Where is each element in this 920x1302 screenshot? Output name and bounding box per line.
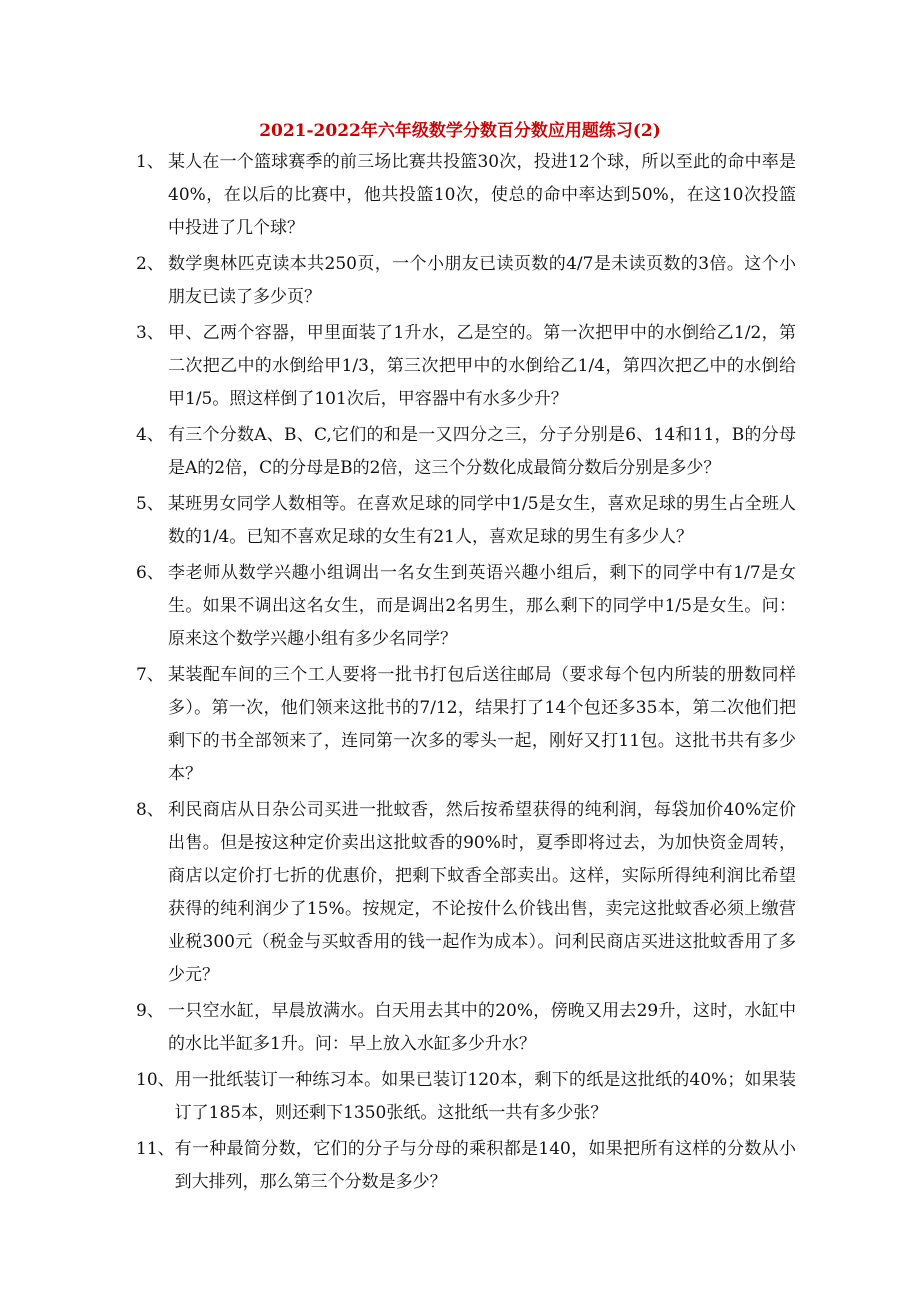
problem-number: 7、 (136, 665, 164, 685)
problem-item (136, 317, 796, 416)
problem-text: 某班男女同学人数相等。在喜欢足球的同学中1/5是女生，喜欢足球的男生占全班人数的1/4。已知不喜欢足球的女生有21人，喜欢足球的男生有多少人？ (168, 494, 796, 547)
problem-text: 数学奥林匹克读本共250页，一个小朋友已读页数的4/7是未读页数的3倍。这个小朋友已读了多少页？ (168, 254, 796, 307)
problem-item (136, 557, 796, 656)
problem-item (136, 1133, 796, 1199)
problem-item (136, 995, 796, 1061)
problem-number: 2、 (136, 254, 164, 274)
problem-text: 某人在一个篮球赛季的前三场比赛共投篮30次，投进12个球，所以至此的命中率是40%，在以后的比赛中，他共投篮10次，使总的命中率达到50%，在这10次投篮中投进了几个球？ (168, 152, 796, 238)
problem-number: 4、 (136, 425, 164, 445)
problem-text: 利民商店从日杂公司买进一批蚊香，然后按希望获得的纯利润，每袋加价40%定价出售。但是按这种定价卖出这批蚊香的90%时，夏季即将过去，为加快资金周转，商店以定价打七折的优惠价，把剩下蚊香全部卖出。这样，实际所得纯利润比希望获得的纯利润少了15%。按规定，不论按什么价钱出售，卖完这批蚊香必须上缴营业税300元（税金与买蚊香用的钱一起作为成本）。问利民商店买进这批蚊香用了多少元？ (168, 800, 796, 985)
problem-number: 11、 (136, 1139, 175, 1159)
page-title: 2021-2022年六年级数学分数百分数应用题练习(2) (259, 121, 661, 141)
problem-text: 有三个分数A、B、C,它们的和是一又四分之三，分子分别是6、14和11，B的分母是A的2倍，C的分母是B的2倍，这三个分数化成最简分数后分别是多少？ (168, 425, 796, 478)
problem-item (136, 659, 796, 791)
problem-text: 李老师从数学兴趣小组调出一名女生到英语兴趣小组后，剩下的同学中有1/7是女生。如果不调出这名女生，而是调出2名男生，那么剩下的同学中1/5是女生。问：原来这个数学兴趣小组有多少名同学？ (168, 563, 796, 649)
problem-number: 9、 (136, 1001, 164, 1021)
problem-number: 10、 (136, 1070, 175, 1090)
problem-number: 5、 (136, 494, 164, 514)
problem-text: 有一种最简分数，它们的分子与分母的乘积都是140，如果把所有这样的分数从小到大排列，那么第三个分数是多少？ (174, 1139, 796, 1192)
problem-item (136, 488, 796, 554)
problem-text: 用一批纸装订一种练习本。如果已装订120本，剩下的纸是这批纸的40%；如果装订了185本，则还剩下1350张纸。这批纸一共有多少张？ (174, 1070, 796, 1123)
problem-number: 6、 (136, 563, 164, 583)
problem-list (136, 146, 796, 1202)
problem-item (136, 419, 796, 485)
problem-item (136, 794, 796, 992)
problem-text: 某装配车间的三个工人要将一批书打包后送往邮局（要求每个包内所装的册数同样多）。第一次，他们领来这批书的7/12，结果打了14个包还多35本，第二次他们把剩下的书全部领来了，连同第一次多的零头一起，刚好又打11包。这批书共有多少本？ (168, 665, 796, 784)
problem-text: 一只空水缸，早晨放满水。白天用去其中的20%，傍晚又用去29升，这时，水缸中的水比半缸多1升。问：早上放入水缸多少升水？ (168, 1001, 796, 1054)
problem-number: 8、 (136, 800, 164, 820)
problem-text: 甲、乙两个容器，甲里面装了1升水，乙是空的。第一次把甲中的水倒给乙1/2，第二次把乙中的水倒给甲1/3，第三次把甲中的水倒给乙1/4，第四次把乙中的水倒给甲1/5。照这样倒了101次后，甲容器中有水多少升？ (168, 323, 796, 409)
problem-number: 3、 (136, 323, 164, 343)
problem-item (136, 146, 796, 245)
problem-number: 1、 (136, 152, 164, 172)
problem-item (136, 1064, 796, 1130)
problem-item (136, 248, 796, 314)
